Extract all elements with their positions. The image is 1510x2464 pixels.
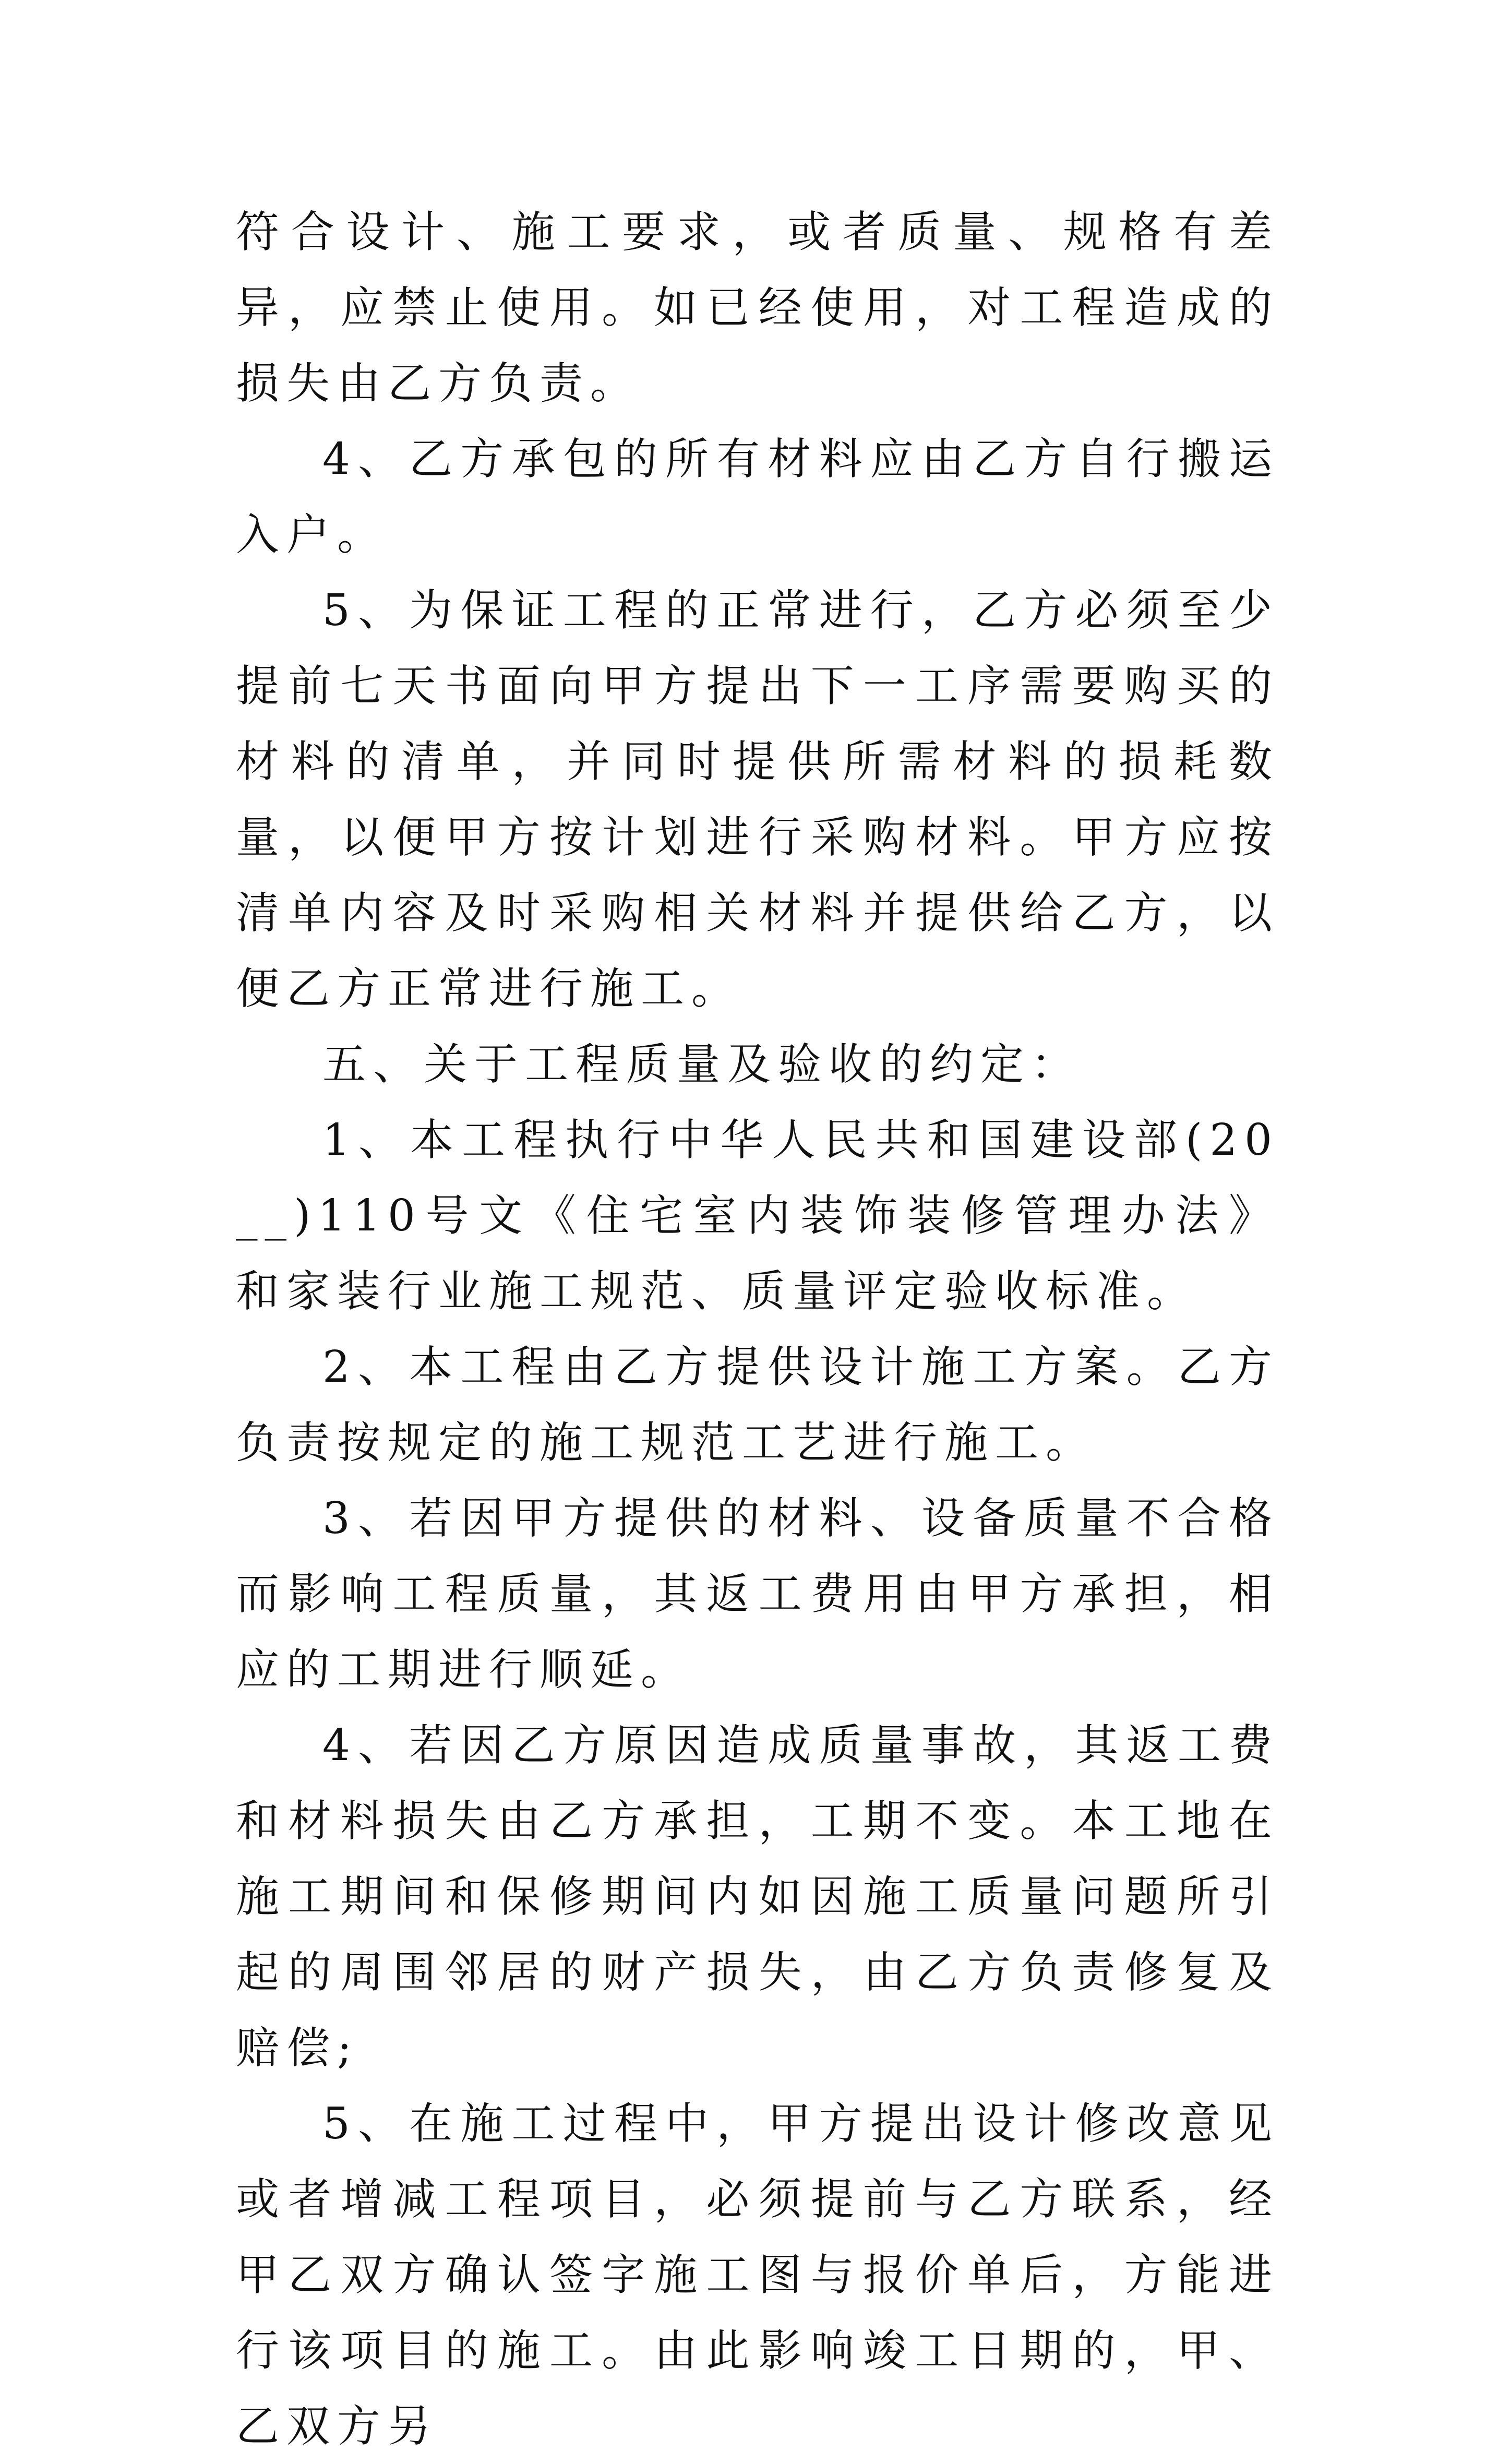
paragraph-quality-2-design-plan: 2、本工程由乙方提供设计施工方案。乙方负责按规定的施工规范工艺进行施工。 (236, 1342, 1279, 1468)
document-body (236, 194, 1279, 2464)
paragraph-quality-4-party-b-accidents: 4、若因乙方原因造成质量事故，其返工费和材料损失由乙方承担，工期不变。本工地在施工期间和保修期间内如因施工质量问题所引起的周围邻居的财产损失，由乙方负责修复及赔偿; (236, 1720, 1279, 2073)
paragraph-quality-5-design-changes: 5、在施工过程中，甲方提出设计修改意见或者增减工程项目，必须提前与乙方联系，经甲乙双方确认签字施工图与报价单后，方能进行该项目的施工。由此影响竣工日期的，甲、乙双方另 (236, 2098, 1279, 2451)
paragraph-material-clause-continued: 符合设计、施工要求，或者质量、规格有差异，应禁止使用。如已经使用，对工程造成的损失由乙方负责。 (236, 207, 1279, 409)
section-heading-quality-acceptance: 五、关于工程质量及验收的约定： (322, 1039, 1082, 1090)
paragraph-quality-3-party-a-materials: 3、若因甲方提供的材料、设备质量不合格而影响工程质量，其返工费用由甲方承担，相应的工期进行顺延。 (236, 1493, 1279, 1695)
paragraph-clause-4-transport: 4、乙方承包的所有材料应由乙方自行搬运入户。 (236, 434, 1279, 560)
paragraph-clause-5-material-list: 5、为保证工程的正常进行，乙方必须至少提前七天书面向甲方提出下一工序需要购买的材料的清单，并同时提供所需材料的损耗数量，以便甲方按计划进行采购材料。甲方应按清单内容及时采购相关材料并提供给乙方，以便乙方正常进行施工。 (236, 585, 1279, 1014)
paragraph-quality-1-standards: 1、本工程执行中华人民共和国建设部(20__)110号文《住宅室内装饰装修管理办法》和家装行业施工规范、质量评定验收标准。 (236, 1115, 1279, 1317)
